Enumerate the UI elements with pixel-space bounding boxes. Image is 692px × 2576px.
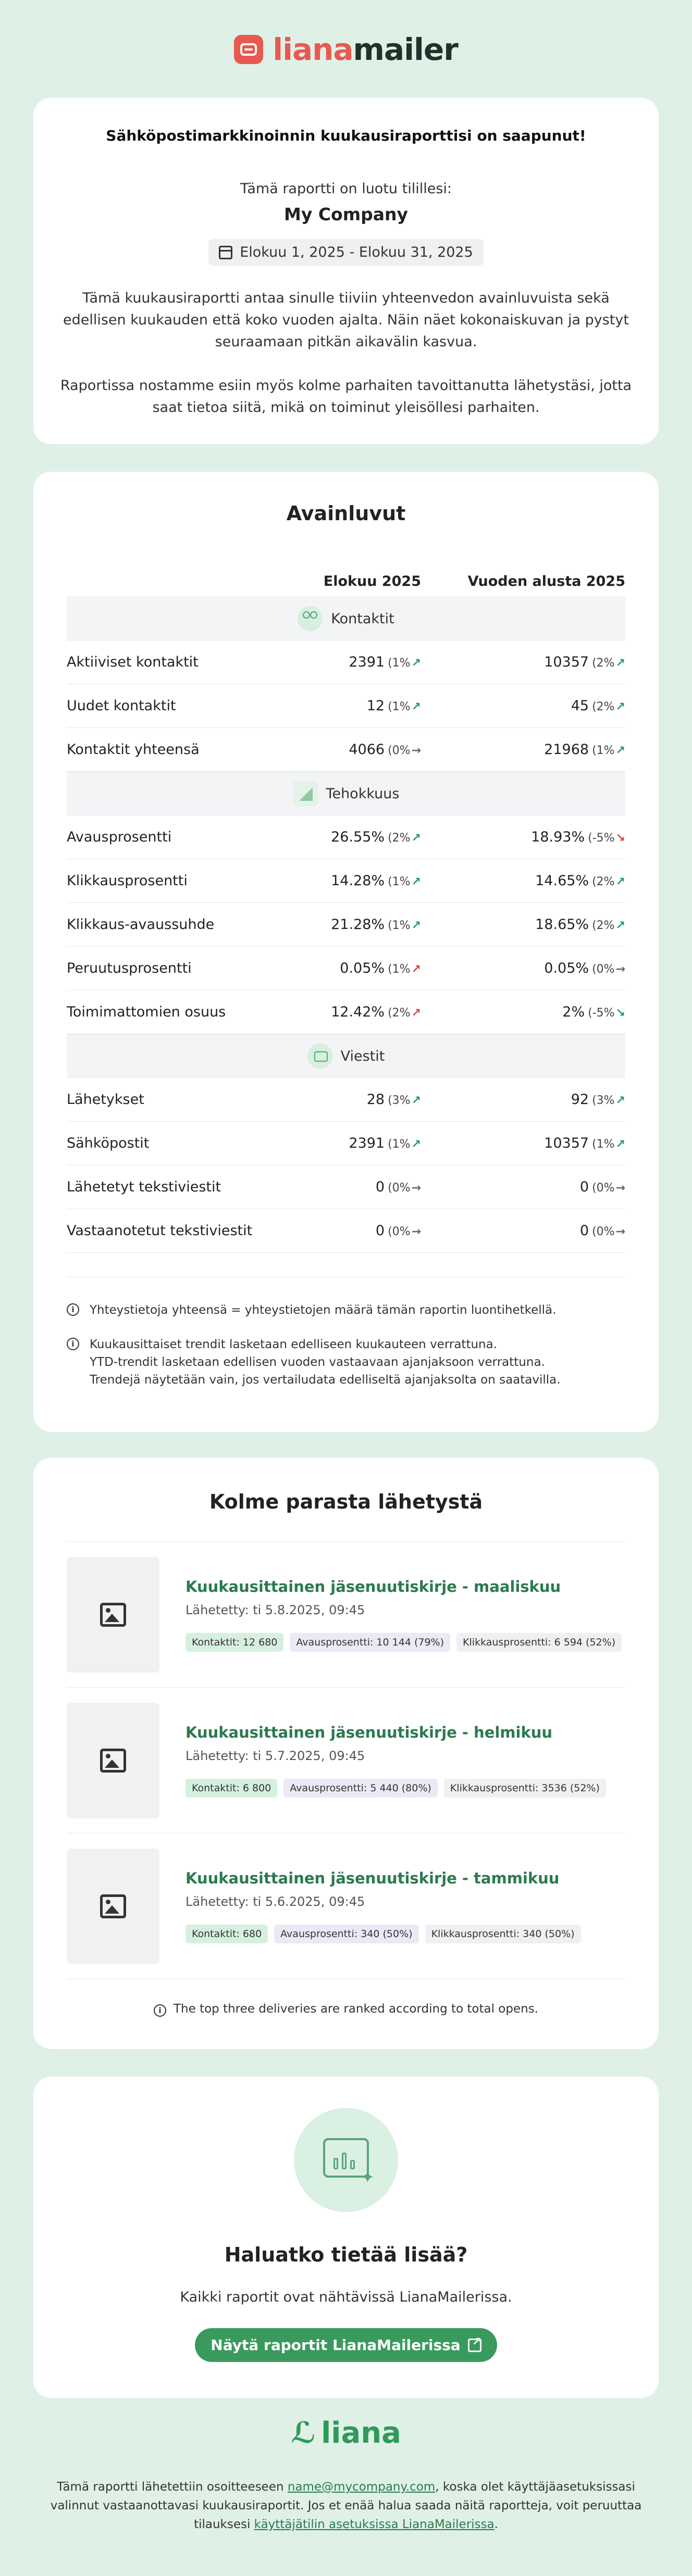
ytd-value: 0 (0%→ [579,1179,625,1195]
view-reports-button[interactable]: Näytä raportit LianaMailerissa ↗ [195,2328,497,2362]
note-trends: i Kuukausittaiset trendit lasketaan edelliseen kuukauteen verrattuna. YTD-trendit lasketaan edellisen vuoden vastaavaan ajanjaksoon verrattuna. Trendejä näytetään vain, jos vertailudata edelliseltä ajanjaksolta on saatavilla. [67,1336,625,1389]
delivery-sent-date: Lähetetty: ti 5.7.2025, 09:45 [186,1748,365,1763]
delivery-sent-date: Lähetetty: ti 5.6.2025, 09:45 [186,1894,365,1909]
delivery-item[interactable] [67,1541,625,1687]
delivery-sent-date: Lähetetty: ti 5.8.2025, 09:45 [186,1602,365,1617]
date-range-badge [208,239,484,266]
trend-arrow-icon: ↗ [615,875,625,888]
metric-label: Vastaanotetut tekstiviestit [67,1223,253,1239]
month-value: 2391 (1%↗ [349,1135,421,1151]
metric-label: Aktiiviset kontaktit [67,654,199,670]
top-deliveries-footnote: i The top three deliveries are ranked according to total opens. [67,1979,625,2017]
trend-arrow-icon: → [411,1182,421,1195]
message-icon [307,1044,332,1069]
table-row [67,640,625,684]
section-header: Tehokkuus [67,772,625,815]
chart-icon [293,781,318,806]
trend-arrow-icon: ↗ [411,657,421,670]
ytd-value: 0.05% (0%→ [544,960,625,976]
cta-subtitle: Kaikki raportit ovat nähtävissä LianaMailerissa. [180,2289,512,2305]
trend-arrow-icon: ↗ [411,1007,421,1020]
trend-arrow-icon: ↗ [411,1138,421,1151]
key-figures-title: Avainluvut [286,502,406,525]
trend-arrow-icon: → [615,963,625,976]
image-icon [100,1894,126,1918]
delivery-thumbnail [67,1703,159,1818]
people-icon [298,606,323,631]
cta-title: Haluatko tietää lisää? [224,2243,468,2266]
table-row [67,1209,625,1253]
info-icon: i [67,1303,79,1316]
ytd-value: 45 (2%↗ [571,698,625,714]
contacts-chip: Kontaktit: 6 800 [186,1779,277,1798]
key-figures-notes [67,1277,625,1405]
intro-card [33,98,659,444]
table-row [67,728,625,772]
company-name: My Company [283,204,408,224]
month-value: 2391 (1%↗ [349,654,421,670]
metric-label: Lähetetyt tekstiviestit [67,1179,221,1195]
table-row [67,815,625,859]
report-chart-icon: ✦ [294,2108,398,2212]
note-contacts: i Yhteystietoja yhteensä = yhteystietojen määrä tämän raportin luontihetkellä. [67,1301,625,1319]
footer-text: Tämä raportti lähetettiin osoitteeseen name@mycompany.com, koska olet käyttäjäasetuksissasi valinnut vastaanottavasi kuukausiraportit. Jos et enää halua saada näitä raportteja, voit peruuttaa tilauksesi käyttäjätilin asetuksissa LianaMailerissa. [50,2480,642,2531]
table-row [67,990,625,1034]
table-row [67,859,625,903]
table-row [67,684,625,728]
delivery-title[interactable]: Kuukausittainen jäsenuutiskirje - helmikuu [186,1723,553,1741]
delivery-title[interactable]: Kuukausittainen jäsenuutiskirje - tammikuu [186,1869,560,1887]
open-rate-chip: Avausprosentti: 340 (50%) [274,1925,418,1943]
account-settings-link[interactable]: käyttäjätilin asetuksissa LianaMailerissa [254,2518,495,2531]
table-row [67,903,625,947]
intro-paragraph-2: Raportissa nostamme esiin myös kolme parhaiten tavoittanutta lähetystäsi, jotta saat tietoa siitä, mikä on toiminut yleisöllesi parhaiten. [60,378,632,416]
lianamailer-logo-icon [234,35,263,64]
month-value: 14.28% (1%↗ [331,873,421,889]
open-rate-chip: Avausprosentti: 5 440 (80%) [283,1779,438,1798]
open-rate-chip: Avausprosentti: 10 144 (79%) [290,1633,450,1652]
metric-label: Peruutusprosentti [67,960,192,976]
trend-arrow-icon: → [411,744,421,757]
trend-arrow-icon: ↗ [615,744,625,757]
click-rate-chip: Klikkausprosentti: 3536 (52%) [444,1779,606,1798]
month-value: 21.28% (1%↗ [331,916,421,933]
table-row [67,947,625,990]
liana-footer-logo: ℒ liana [291,2416,401,2450]
month-value: 0 (0%→ [375,1223,421,1239]
trend-arrow-icon: ↗ [411,963,421,976]
column-month: Elokuu 2025 [323,573,421,589]
ytd-value: 18.93% (-5%↘ [531,829,625,845]
ytd-value: 18.65% (2%↗ [535,916,625,933]
trend-arrow-icon: ↗ [411,875,421,888]
trend-arrow-icon: ↗ [411,919,421,932]
metric-label: Klikkausprosentti [67,873,188,889]
metric-label: Avausprosentti [67,829,172,845]
trend-arrow-icon: ↗ [411,700,421,713]
trend-arrow-icon: ↗ [615,1138,625,1151]
section-header: Kontaktit [67,597,625,640]
intro-paragraph-1: Tämä kuukausiraportti antaa sinulle tiiviin yhteenvedon avainluvuista sekä edellisen kuukauden että koko vuoden ajalta. Näin näet kokonaiskuvan ja pystyt seuraamaan pitkän aikavälin kasvua. [63,290,629,350]
click-rate-chip: Klikkausprosentti: 6 594 (52%) [456,1633,622,1652]
trend-arrow-icon: ↗ [615,1094,625,1107]
trend-arrow-icon: ↗ [411,1094,421,1107]
contacts-chip: Kontaktit: 680 [186,1925,268,1943]
trend-arrow-icon: ↗ [615,919,625,932]
month-value: 26.55% (2%↗ [331,829,421,845]
ytd-value: 0 (0%→ [579,1223,625,1239]
lianamailer-logo-text: lianamailer [273,32,458,67]
ytd-value: 2% (-5%↘ [562,1004,625,1020]
delivery-thumbnail [67,1849,159,1964]
metric-label: Klikkaus-avaussuhde [67,916,215,933]
date-range-text: Elokuu 1, 2025 - Elokuu 31, 2025 [240,244,473,260]
email-link[interactable]: name@mycompany.com [287,2480,436,2494]
trend-arrow-icon: ↗ [615,657,625,670]
metric-label: Sähköpostit [67,1135,150,1151]
column-ytd: Vuoden alusta 2025 [467,573,625,589]
external-link-icon [468,2339,481,2352]
month-value: 0 (0%→ [375,1179,421,1195]
info-icon: i [154,2004,166,2017]
intro-headline: Sähköpostimarkkinoinnin kuukausiraporttisi on saapunut! [106,127,586,144]
info-icon: i [67,1338,79,1350]
metric-label: Kontaktit yhteensä [67,742,200,758]
key-figures-card [33,472,659,1432]
liana-logo-icon: ℒ [291,2416,316,2450]
ytd-value: 10357 (1%↗ [544,1135,625,1151]
month-value: 4066 (0%→ [349,742,421,758]
click-rate-chip: Klikkausprosentti: 340 (50%) [425,1925,581,1943]
ytd-value: 21968 (1%↗ [544,742,625,758]
key-figures-table [67,566,625,1253]
metric-label: Toimimattomien osuus [67,1004,226,1020]
metric-label: Uudet kontaktit [67,698,176,714]
month-value: 12 (1%↗ [366,698,421,714]
created-for-label: Tämä raportti on luotu tilillesi: [240,181,452,197]
calendar-icon [219,246,232,259]
metric-label: Lähetykset [67,1091,144,1108]
delivery-item[interactable] [67,1833,625,1979]
trend-arrow-icon: ↗ [411,832,421,845]
table-header [67,566,625,597]
image-icon [100,1603,126,1627]
ytd-value: 14.65% (2%↗ [535,873,625,889]
table-row [67,1165,625,1209]
trend-arrow-icon: ↘ [615,832,625,845]
top-deliveries-card [33,1458,659,2049]
ytd-value: 10357 (2%↗ [544,654,625,670]
table-row [67,1122,625,1165]
table-row [67,1078,625,1122]
trend-arrow-icon: ↘ [615,1007,625,1020]
header-logo [0,0,692,99]
delivery-title[interactable]: Kuukausittainen jäsenuutiskirje - maaliskuu [186,1577,561,1595]
image-icon [100,1749,126,1773]
ytd-value: 92 (3%↗ [571,1091,625,1108]
month-value: 0.05% (1%↗ [340,960,421,976]
month-value: 12.42% (2%↗ [331,1004,421,1020]
cta-card [33,2077,659,2398]
contacts-chip: Kontaktit: 12 680 [186,1633,283,1652]
delivery-item[interactable] [67,1687,625,1833]
section-header: Viestit [67,1034,625,1078]
trend-arrow-icon: ↗ [615,700,625,713]
trend-arrow-icon: → [615,1182,625,1195]
trend-arrow-icon: → [411,1225,421,1238]
month-value: 28 (3%↗ [366,1091,421,1108]
trend-arrow-icon: → [615,1225,625,1238]
top-deliveries-title: Kolme parasta lähetystä [209,1490,483,1513]
delivery-thumbnail [67,1557,159,1673]
